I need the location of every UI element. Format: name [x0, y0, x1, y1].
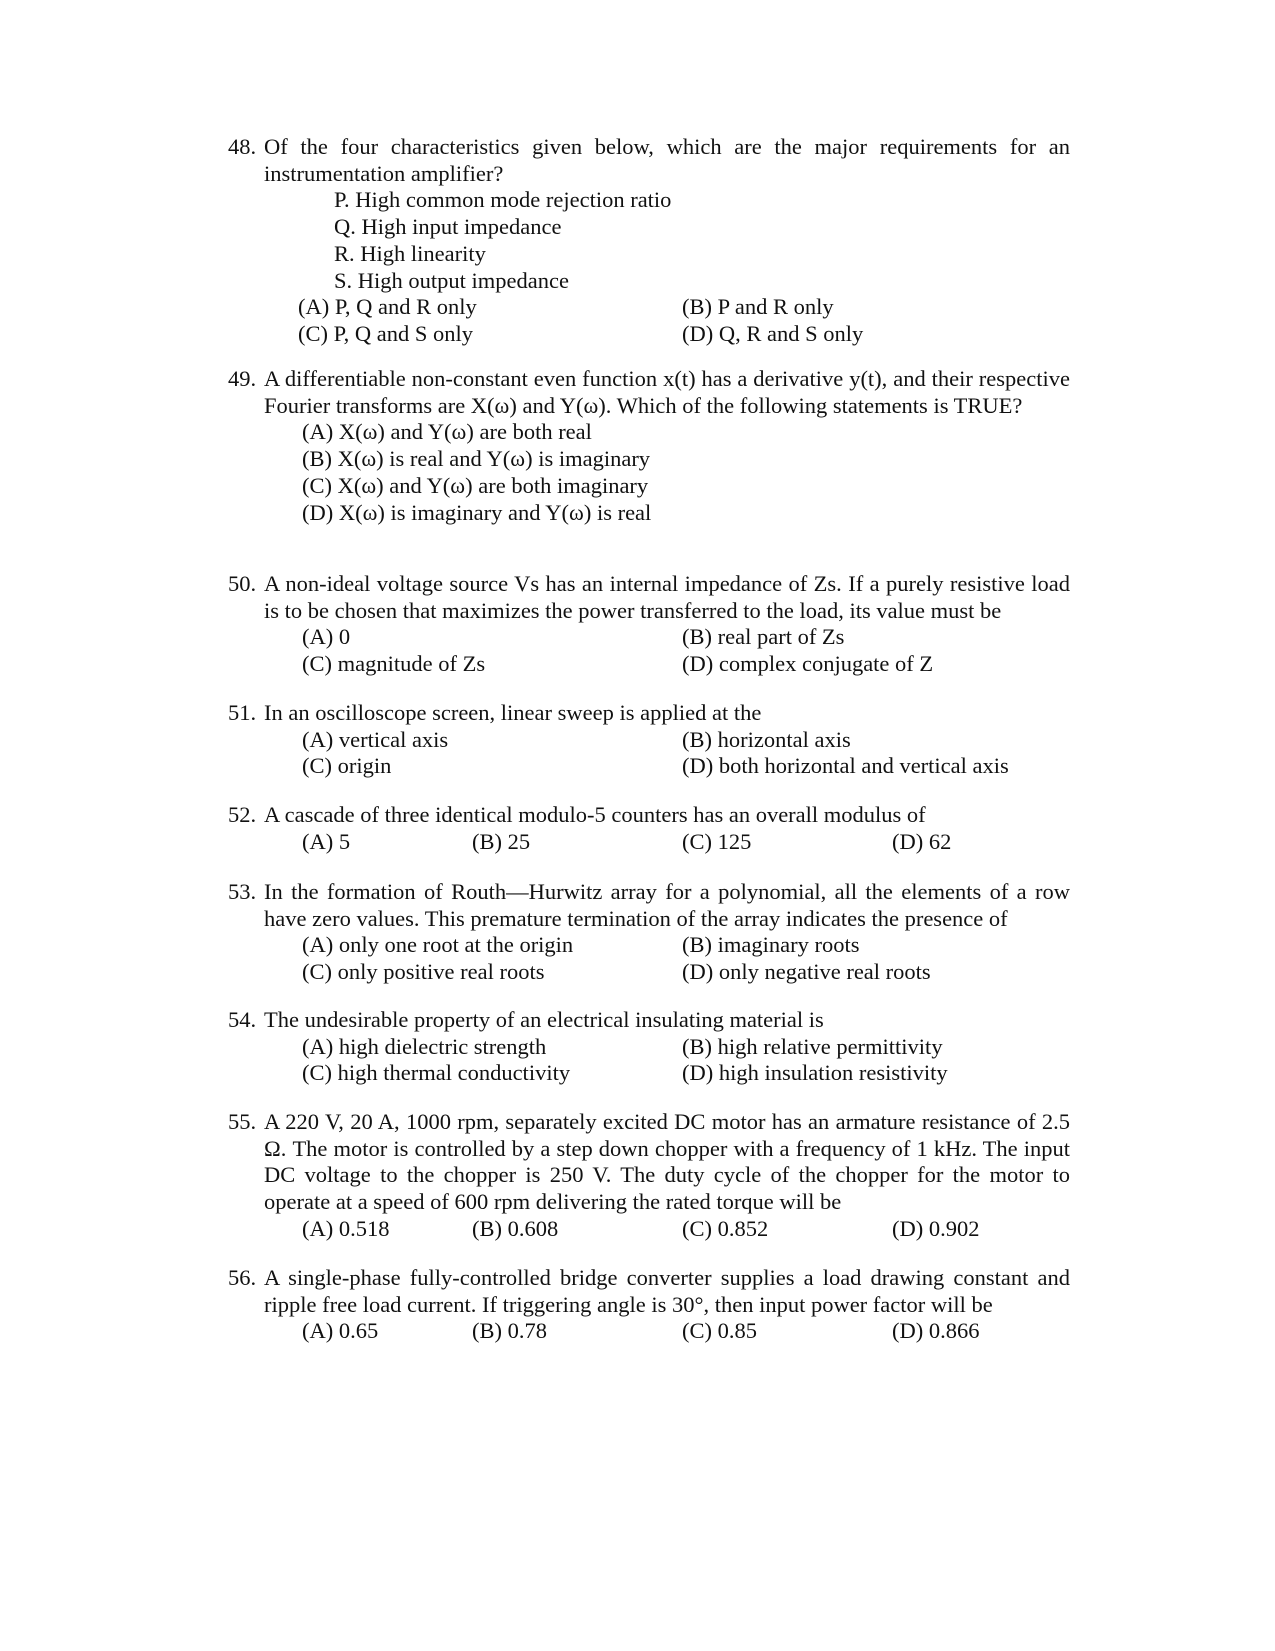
option-d[interactable]: (D) only negative real roots — [682, 959, 931, 985]
question-48 — [228, 134, 1070, 348]
option-b[interactable]: (B) high relative permittivity — [682, 1033, 943, 1059]
options-row — [228, 1216, 1070, 1243]
question-number: 49. — [228, 366, 257, 391]
option-c[interactable]: (C) X(ω) and Y(ω) are both imaginary — [302, 472, 649, 498]
question-number: 50. — [228, 571, 257, 596]
option-d[interactable]: (D) Q, R and S only — [682, 320, 864, 346]
question-number: 51. — [228, 700, 257, 725]
options-row — [228, 727, 1070, 754]
options-row — [228, 651, 1070, 678]
options-row — [228, 294, 1070, 321]
item: S. High output impedance — [334, 267, 569, 293]
options-row — [228, 624, 1070, 651]
option-d[interactable]: (D) high insulation resistivity — [682, 1060, 948, 1086]
question-50 — [228, 571, 1070, 678]
options-list — [302, 419, 1070, 526]
option-d[interactable]: (D) complex conjugate of Z — [682, 651, 934, 677]
option-c[interactable]: (C) only positive real roots — [302, 959, 545, 985]
option-b[interactable]: (B) real part of Zs — [682, 624, 845, 650]
question-stem: The undesirable property of an electrical insulating material is — [264, 1007, 824, 1032]
question-number: 56. — [228, 1265, 257, 1290]
option-c[interactable]: (C) 0.85 — [682, 1318, 757, 1344]
question-number: 54. — [228, 1007, 257, 1032]
item: P. High common mode rejection ratio — [334, 187, 672, 213]
option-c[interactable]: (C) magnitude of Zs — [302, 651, 486, 677]
option-a[interactable]: (A) 5 — [302, 828, 351, 854]
option-a[interactable]: (A) 0.65 — [302, 1318, 379, 1344]
option-a[interactable]: (A) vertical axis — [302, 726, 449, 752]
question-number: 48. — [228, 134, 257, 159]
question-stem: In an oscilloscope screen, linear sweep is applied at the — [264, 700, 762, 725]
question-stem: A differentiable non-constant even function x(t) has a derivative y(t), and their respective Fourier transforms are X(ω) and Y(ω). Which of the following statements is TRUE? — [264, 366, 1070, 418]
question-stem: A 220 V, 20 A, 1000 rpm, separately excited DC motor has an armature resistance of 2.5 Ω. The motor is controlled by a step down chopper with a frequency of 1 kHz. The input DC voltage to the chopper is 250 V. The duty cycle of the chopper for the motor to operate at a speed of 600 rpm delivering the rated torque will be — [264, 1109, 1070, 1215]
option-b[interactable]: (B) imaginary roots — [682, 932, 860, 958]
option-c[interactable]: (C) origin — [302, 753, 392, 779]
question-56 — [228, 1265, 1070, 1345]
option-a[interactable]: (A) 0 — [302, 624, 351, 650]
question-52 — [228, 802, 1070, 855]
question-54 — [228, 1007, 1070, 1087]
option-d[interactable]: (D) X(ω) is imaginary and Y(ω) is real — [302, 499, 652, 525]
option-d[interactable]: (D) 62 — [892, 828, 952, 854]
option-b[interactable]: (B) 25 — [472, 828, 531, 854]
option-c[interactable]: (C) 125 — [682, 828, 752, 854]
question-number: 53. — [228, 879, 257, 904]
question-55 — [228, 1109, 1070, 1243]
question-stem: A single-phase fully-controlled bridge converter supplies a load drawing constant and ripple free load current. If triggering angle is 30°, then input power factor will be — [264, 1265, 1070, 1317]
question-49 — [228, 366, 1070, 526]
item: R. High linearity — [334, 240, 486, 266]
options-row — [228, 753, 1070, 780]
option-a[interactable]: (A) 0.518 — [302, 1215, 390, 1241]
options-row — [228, 321, 1070, 348]
option-b[interactable]: (B) X(ω) is real and Y(ω) is imaginary — [302, 446, 651, 472]
question-stem: A cascade of three identical modulo-5 counters has an overall modulus of — [264, 802, 926, 827]
question-51 — [228, 700, 1070, 780]
question-number: 52. — [228, 802, 257, 827]
option-a[interactable]: (A) P, Q and R only — [298, 294, 477, 320]
question-number: 55. — [228, 1109, 257, 1134]
option-b[interactable]: (B) horizontal axis — [682, 726, 851, 752]
question-stem: A non-ideal voltage source Vs has an internal impedance of Zs. If a purely resistive load is to be chosen that maximizes the power transferred to the load, its value must be — [264, 571, 1070, 623]
option-a[interactable]: (A) X(ω) and Y(ω) are both real — [302, 419, 592, 445]
options-row — [228, 1060, 1070, 1087]
item-list — [334, 187, 1070, 294]
option-b[interactable]: (B) 0.78 — [472, 1318, 547, 1344]
option-d[interactable]: (D) both horizontal and vertical axis — [682, 753, 1009, 779]
options-row — [228, 932, 1070, 959]
option-a[interactable]: (A) high dielectric strength — [302, 1033, 547, 1059]
options-row — [228, 1034, 1070, 1061]
option-c[interactable]: (C) high thermal conductivity — [302, 1060, 571, 1086]
question-stem: Of the four characteristics given below, which are the major requirements for an instrumentation amplifier? — [264, 134, 1070, 186]
item: Q. High input impedance — [334, 214, 562, 240]
options-row — [228, 1318, 1070, 1345]
options-row — [228, 829, 1070, 856]
question-stem: In the formation of Routh—Hurwitz array for a polynomial, all the elements of a row have zero values. This premature termination of the array indicates the presence of — [264, 879, 1070, 931]
option-c[interactable]: (C) 0.852 — [682, 1215, 769, 1241]
options-row — [228, 959, 1070, 986]
option-b[interactable]: (B) 0.608 — [472, 1215, 559, 1241]
option-d[interactable]: (D) 0.866 — [892, 1318, 980, 1344]
option-c[interactable]: (C) P, Q and S only — [298, 320, 474, 346]
question-53 — [228, 879, 1070, 986]
option-a[interactable]: (A) only one root at the origin — [302, 932, 574, 958]
option-d[interactable]: (D) 0.902 — [892, 1215, 980, 1241]
option-b[interactable]: (B) P and R only — [682, 294, 834, 320]
